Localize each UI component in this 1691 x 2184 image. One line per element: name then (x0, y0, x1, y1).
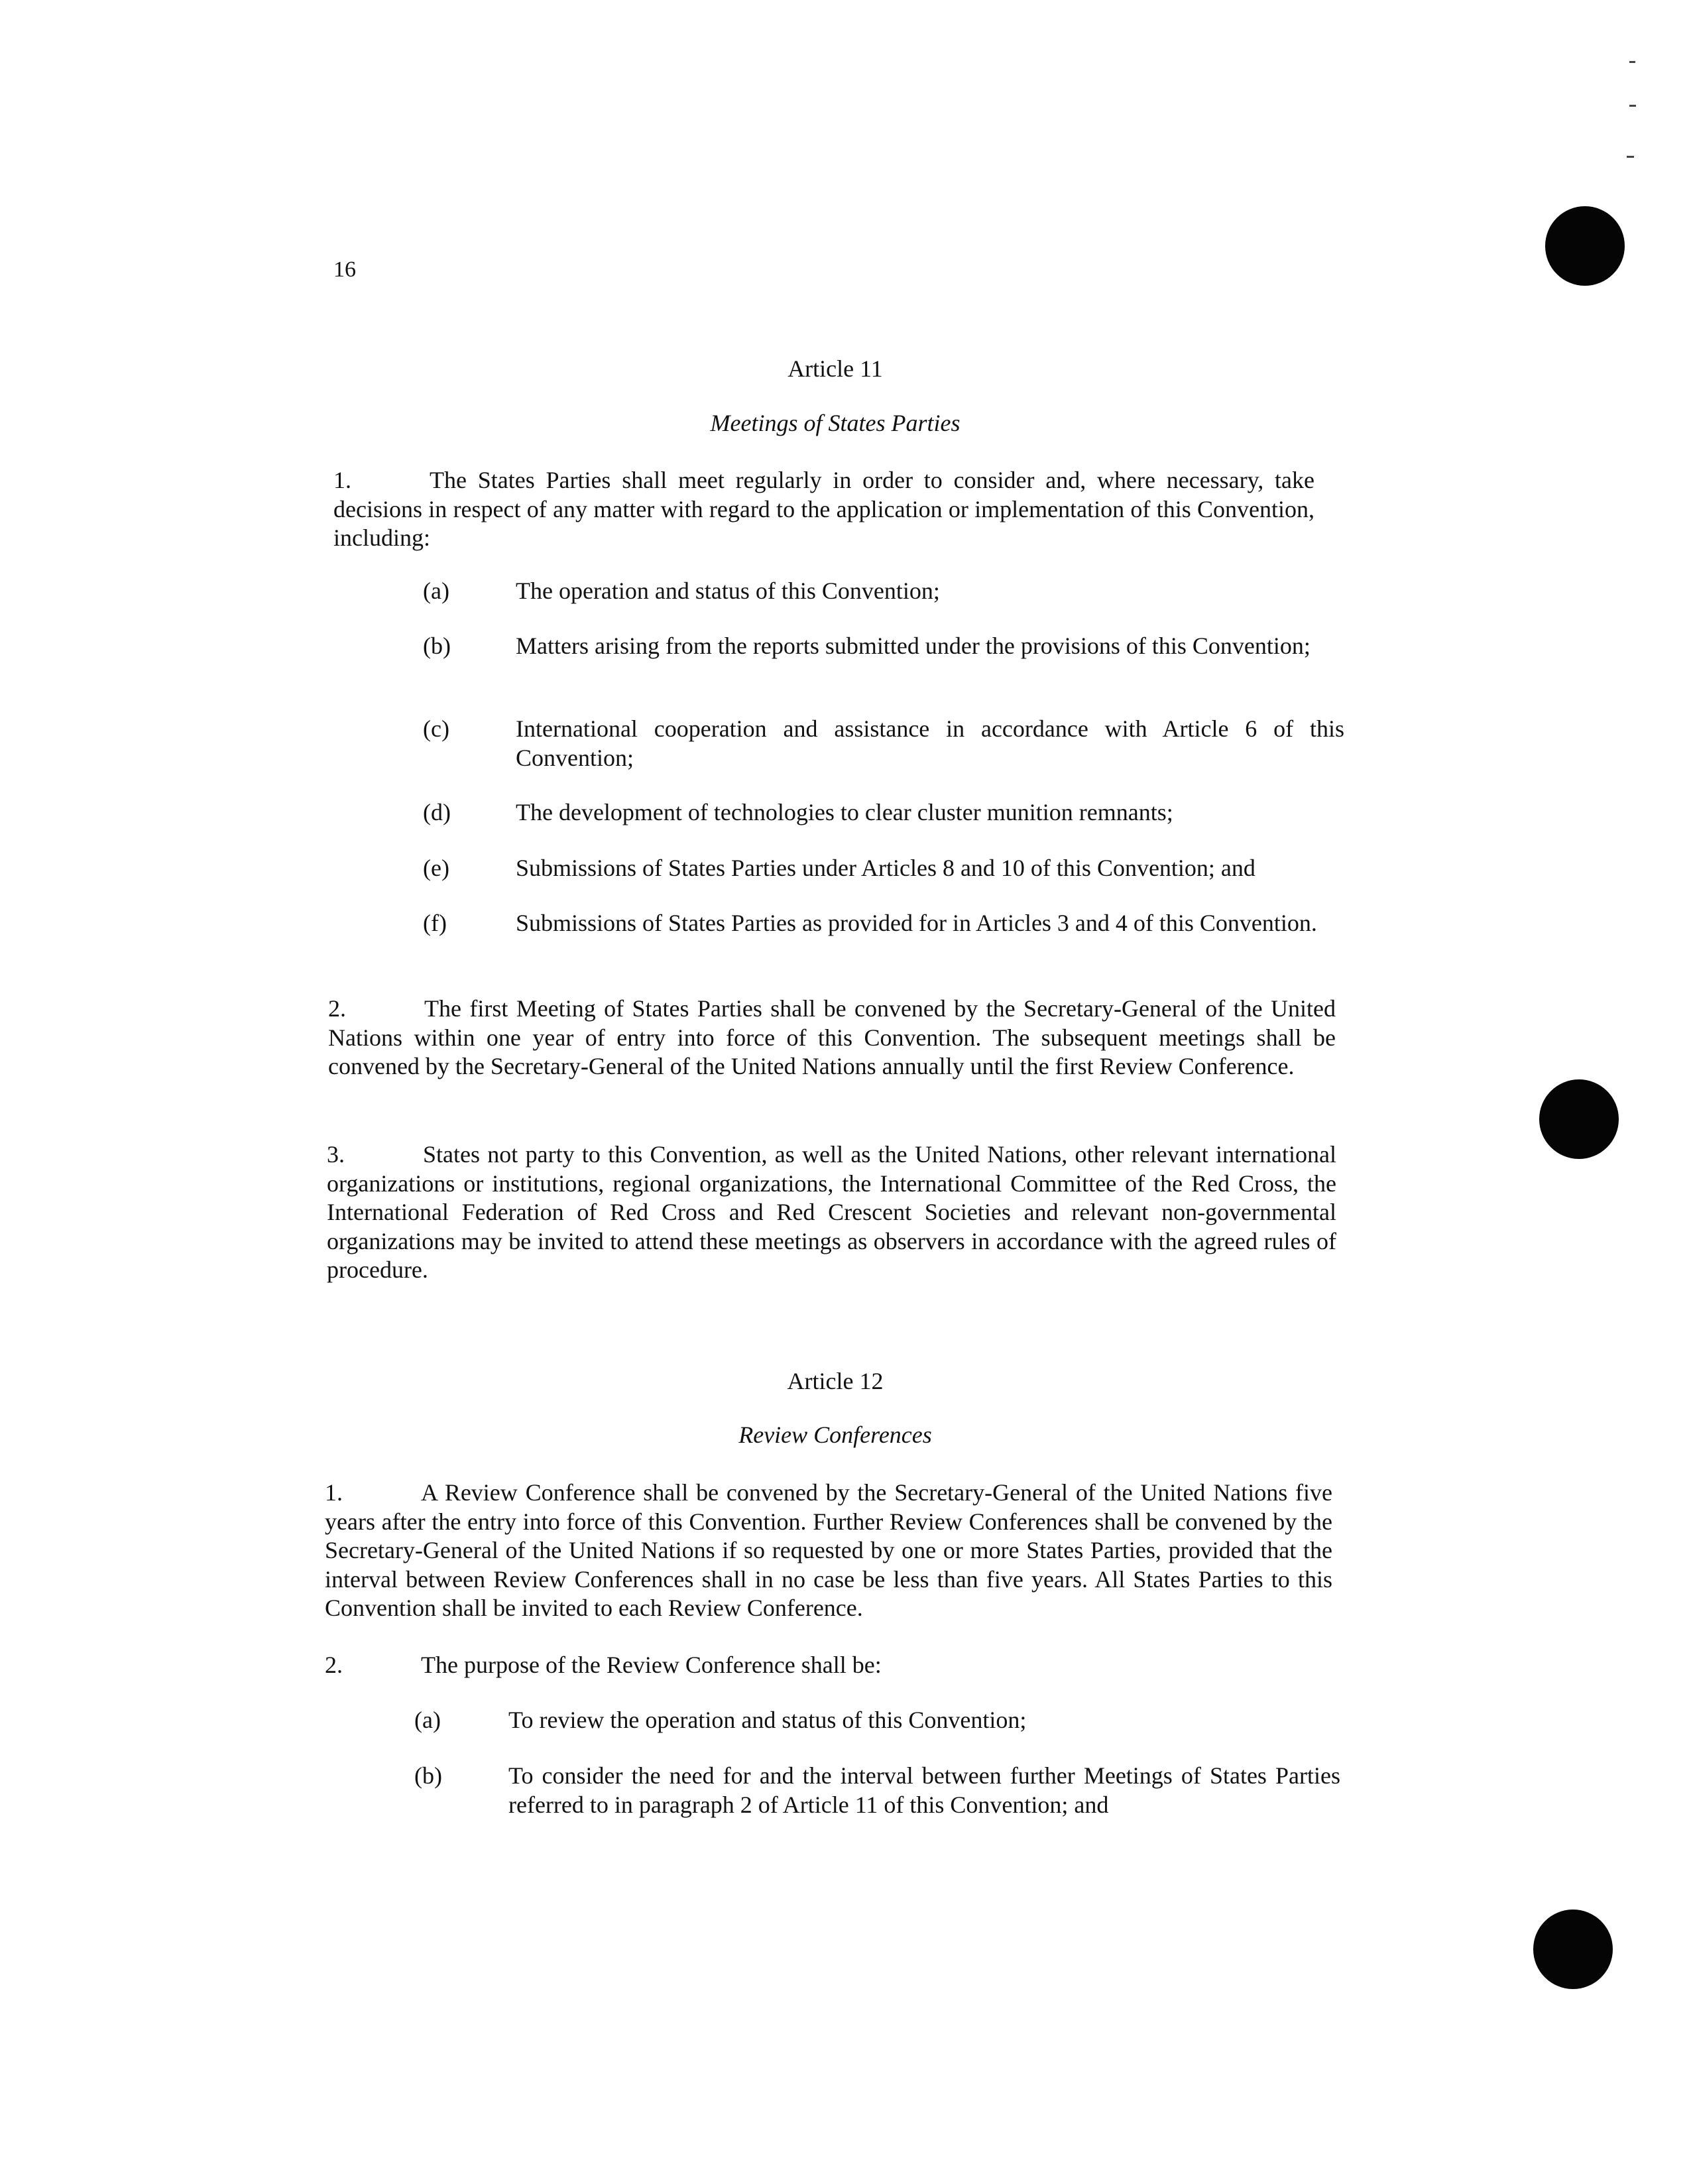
paragraph-number: 1. (333, 467, 351, 493)
paragraph-text: The purpose of the Review Conference shall be: (421, 1652, 882, 1678)
paragraph-number: 2. (328, 995, 346, 1022)
scan-mark (1627, 156, 1634, 158)
paragraph-text: The first Meeting of States Parties shall be convened by the Secretary-General of the United Nations within one year of entry into force of this Convention. The subsequent meetings shall be convened by the Secretary-General of the United Nations annually until the first Review Conference. (328, 995, 1336, 1079)
article-12-paragraph-2 (325, 1651, 1332, 1680)
article-12-heading: Article 12 (787, 1368, 884, 1394)
paragraph-number: 2. (325, 1652, 343, 1678)
paragraph-number: 3. (327, 1141, 345, 1168)
punch-hole (1539, 1079, 1619, 1159)
item-marker: (b) (414, 1762, 442, 1789)
item-text: Matters arising from the reports submitted under the provisions of this Convention; (516, 633, 1311, 659)
item-text: International cooperation and assistance in accordance with Article 6 of this Convention; (516, 715, 1344, 771)
item-marker: (e) (423, 855, 449, 881)
item-marker: (a) (423, 577, 449, 604)
article-11-item-b (423, 632, 1351, 692)
article-11-subheading: Meetings of States Parties (710, 410, 961, 436)
item-text: The operation and status of this Convention; (516, 577, 940, 604)
article-11-paragraph-1 (333, 466, 1314, 553)
item-text: To consider the need for and the interval between further Meetings of States Parties referred to in paragraph 2 of Article 11 of this Convention; and (508, 1762, 1340, 1818)
punch-hole (1545, 206, 1625, 286)
article-11-paragraph-2 (328, 995, 1336, 1081)
paragraph-number: 1. (325, 1479, 343, 1506)
item-marker: (a) (414, 1707, 441, 1733)
paragraph-text: The States Parties shall meet regularly in order to consider and, where necessary, take decisions in respect of any matter with regard to the application or implementation of this Convention, including: (333, 467, 1314, 551)
article-11-heading: Article 11 (787, 355, 883, 382)
article-12-item-b (414, 1762, 1342, 1821)
article-11-item-f (423, 909, 1351, 969)
article-11-item-a (423, 577, 1351, 610)
item-marker: (f) (423, 910, 447, 936)
article-12-subheading: Review Conferences (738, 1422, 932, 1448)
item-marker: (b) (423, 633, 451, 659)
paragraph-text: States not party to this Convention, as well as the United Nations, other relevant international organizations or institutions, regional organizations, the International Committee of the Red Cross, the International Federation of Red Cross and Red Crescent Societies and relevant non-governmental organizations may be invited to attend these meetings as observers in accordance with the agreed rules of procedure. (327, 1141, 1336, 1283)
item-text: To review the operation and status of this Convention; (508, 1707, 1027, 1733)
item-marker: (c) (423, 715, 449, 742)
page-number: 16 (333, 257, 356, 282)
item-text: The development of technologies to clear cluster munition remnants; (516, 799, 1173, 825)
punch-hole (1533, 1910, 1613, 1989)
item-text: Submissions of States Parties under Articles 8 and 10 of this Convention; and (516, 855, 1255, 881)
item-marker: (d) (423, 799, 451, 825)
paragraph-text: A Review Conference shall be convened by the Secretary-General of the United Nations five years after the entry into force of this Convention. Further Review Conferences shall be convened by the Secretary-General of the United Nations if so requested by one or more States Parties, provided that the interval between Review Conferences shall in no case be less than five years. All States Parties to this Convention shall be invited to each Review Conference. (325, 1479, 1332, 1621)
article-11-item-d (423, 798, 1351, 831)
item-text: Submissions of States Parties as provided for in Articles 3 and 4 of this Convention. (516, 910, 1317, 936)
article-11-item-e (423, 854, 1351, 887)
scan-mark (1629, 61, 1635, 63)
article-11-paragraph-3 (327, 1140, 1336, 1285)
article-12-paragraph-1 (325, 1479, 1332, 1623)
article-12-item-a (414, 1706, 1342, 1739)
article-11-item-c (423, 715, 1351, 774)
scan-mark (1629, 105, 1636, 107)
